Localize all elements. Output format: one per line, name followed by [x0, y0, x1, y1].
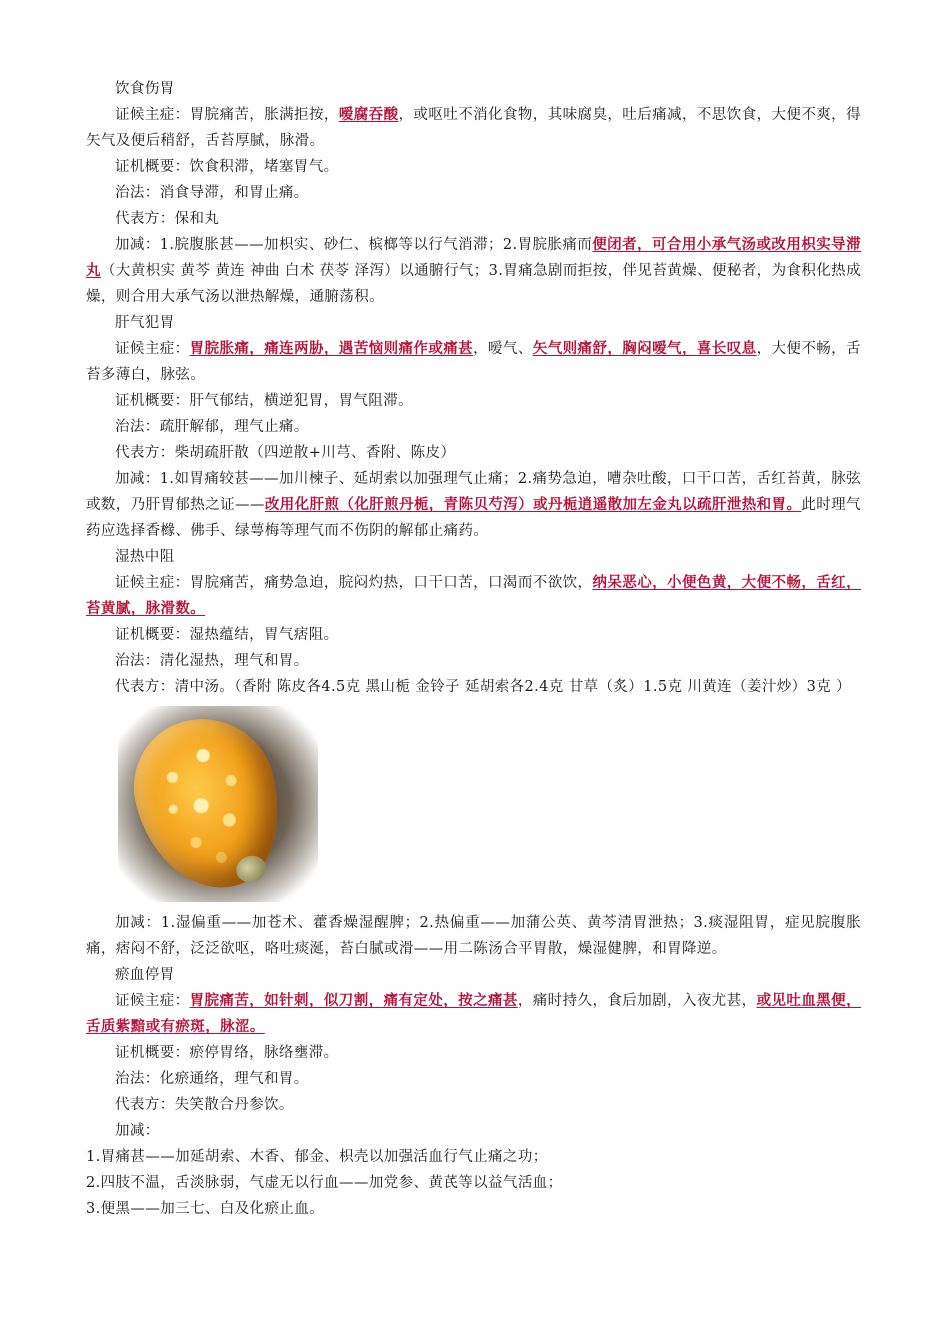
modification-liver: [86, 466, 861, 544]
formula-liver: 代表方：柴胡疏肝散（四逆散+川芎、香附、陈皮）: [115, 445, 456, 461]
modification-item-3: 3.便黑——加三七、白及化瘀止血。: [86, 1201, 325, 1217]
mechanism-damp-heat: 证机概要：湿热蕴结，胃气痞阻。: [115, 627, 339, 643]
method-liver: 治法：疏肝解郁，理气止痛。: [115, 419, 309, 435]
modification-item-2: 2.四肢不温，舌淡脉弱，气虚无以行血——加党参、黄芪等以益气活血；: [86, 1175, 563, 1191]
modification-text: 此时理气药应选择香橼、佛手、绿萼梅等理气而不伤阴的解郁止痛药。: [86, 497, 861, 539]
melon-shape: [119, 706, 296, 902]
highlight-text: 矢气则痛舒，胸闷嗳气，喜长叹息: [532, 340, 757, 357]
symptoms-text: 证候主症：胃脘痛苦，痛势急迫，脘闷灼热，口干口苦，口渴而不欲饮，: [115, 575, 593, 591]
highlight-text: 胃脘痛苦，如针刺，似刀割，痛有定处，按之痛甚: [189, 992, 518, 1009]
section-title-food: 饮食伤胃: [115, 81, 175, 97]
highlight-text: 或见吐血黑便，舌质紫黯或有瘀斑，脉涩。: [86, 992, 861, 1035]
symptoms-text: 证候主症：胃脘痛苦，胀满拒按，: [115, 107, 339, 123]
section-title-liver: 肝气犯胃: [115, 315, 175, 331]
section-title-blood-stasis: 瘀血停胃: [115, 967, 175, 983]
method-food: 治法：消食导滞，和胃止痛。: [115, 185, 309, 201]
modification-text: 加减：1.如胃痛较甚——加川楝子、延胡索以加强理气止痛；2.痛势急迫，嘈杂吐酸，口干口苦，舌红苔黄，脉弦或数，乃肝胃郁热之证——: [86, 471, 861, 513]
symptoms-damp-heat: [86, 570, 861, 622]
symptoms-text: 证候主症：: [115, 993, 190, 1009]
formula-blood-stasis: 代表方：失笑散合丹参饮。: [115, 1097, 294, 1113]
symptoms-text: 证候主症：: [115, 341, 190, 357]
highlight-text: 纳呆恶心，小便色黄，大便不畅，舌红，苔黄腻，脉滑数。: [86, 574, 861, 617]
photo-container: [118, 706, 861, 902]
modification-heading: 加减：: [115, 1123, 160, 1139]
bitter-melon-photo: [118, 706, 318, 902]
document-body: [86, 76, 861, 1222]
mechanism-liver: 证机概要：肝气郁结，横逆犯胃，胃气阻滞。: [115, 393, 413, 409]
mechanism-blood-stasis: 证机概要：瘀停胃络，脉络壅滞。: [115, 1045, 339, 1061]
mechanism-food: 证机概要：饮食积滞，堵塞胃气。: [115, 159, 339, 175]
symptoms-text: ，嗳气、: [473, 341, 533, 357]
symptoms-text: ，或呕吐不消化食物，其味腐臭，吐后痛减，不思饮食，大便不爽，得矢气及便后稍舒，舌苔厚腻，脉滑。: [86, 107, 861, 149]
symptoms-food: [86, 102, 861, 154]
modification-text: 加减：1.脘腹胀甚——加枳实、砂仁、槟榔等以行气消滞；2.胃脘胀痛而: [115, 237, 593, 253]
formula-damp-heat: 代表方：清中汤。（香附 陈皮各4.5克 黑山栀 金铃子 延胡索各2.4克 甘草（炙）1.5克 川黄连（姜汁炒）3克 ）: [115, 679, 852, 695]
section-title-damp-heat: 湿热中阻: [115, 549, 175, 565]
modification-text: （大黄枳实 黄芩 黄连 神曲 白术 茯苓 泽泻）以通腑行气；3.胃痛急剧而拒按，伴见苔黄燥、便秘者，为食积化热成燥，则合用大承气汤以泄热解燥，通腑荡积。: [86, 263, 861, 305]
symptoms-text: ，痛时持久，食后加剧，入夜尤甚，: [517, 993, 757, 1009]
modification-food: [86, 232, 861, 310]
modification-damp-heat: 加减：1.湿偏重——加苍术、藿香燥湿醒脾；2.热偏重——加蒲公英、黄芩清胃泄热；3.痰湿阻胃，症见脘腹胀痛，痞闷不舒，泛泛欲呕，咯吐痰涎，苔白腻或滑——用二陈汤合平胃散，燥湿健脾，和胃降逆。: [86, 915, 861, 957]
modification-item-1: 1.胃痛甚——加延胡索、木香、郁金、枳壳以加强活血行气止痛之功；: [86, 1149, 548, 1165]
highlight-text: 改用化肝煎（化肝煎丹栀，青陈贝芍泻）或丹栀逍遥散加左金丸以疏肝泄热和胃。: [264, 496, 802, 513]
symptoms-text: ，大便不畅，舌苔多薄白，脉弦。: [86, 341, 861, 383]
method-damp-heat: 治法：清化湿热，理气和胃。: [115, 653, 309, 669]
highlight-text: 嗳腐吞酸: [338, 106, 399, 123]
highlight-text: 胃脘胀痛，痛连两胁，遇苦恼则痛作或痛甚: [189, 340, 474, 357]
highlight-text: 便闭者，可合用小承气汤或改用枳实导滞丸: [86, 236, 861, 279]
symptoms-blood-stasis: [86, 988, 861, 1040]
formula-food: 代表方：保和丸: [115, 211, 220, 227]
symptoms-liver: [86, 336, 861, 388]
method-blood-stasis: 治法：化瘀通络，理气和胃。: [115, 1071, 309, 1087]
